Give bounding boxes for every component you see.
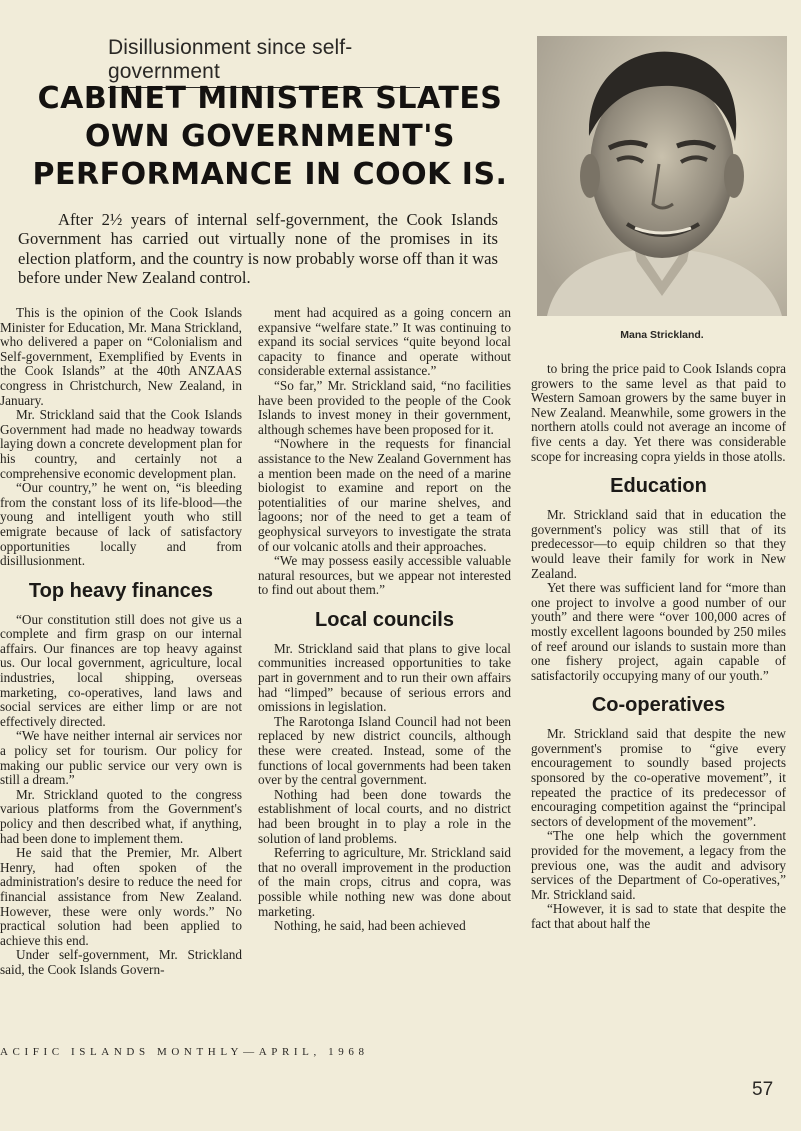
standfirst: [18, 210, 498, 288]
paragraph: ment had acquired as a going concern an expansive “welfare state.” It was continuing to expand its social services “quite beyond local capacity to finance and operate without considerable external assistance.”: [258, 306, 511, 379]
headline: [20, 80, 520, 194]
paragraph: Mr. Strickland quoted to the congress various platforms from the Government's policy and then described what, if anything, had been done to implement them.: [0, 786, 242, 846]
subheading-co-operatives: Co-operatives: [591, 694, 726, 717]
paragraph: Mr. Strickland said that plans to give local communities increased opportunities to take part in government and to run their own affairs had “limped” because of serious errors and omissions in legislation.: [258, 640, 511, 715]
paragraph: Yet there was sufficient land for “more than one project to involve a good number of our youth” and there were “over 100,000 acres of mostly excellent lagoons bounded by 250 miles of reef around our islands to sustain more than one fishery project, again capable of satisfactorily occupying many of our youth.”: [531, 580, 786, 683]
running-footer: ACIFIC ISLANDS MONTHLY—APRIL, 1968: [0, 1046, 369, 1058]
paragraph: Nothing, he said, had been achieved: [274, 918, 466, 934]
portrait-illustration: [537, 36, 787, 316]
paragraph: Mr. Strickland said that despite the new government's promise to “give every encouragement to soundly based projects sponsored by the co-operative movement”, it repeated the practice of its predecessor of encouraging competition against the “principal sectors of development of the movement”.: [531, 726, 786, 829]
paragraph: This is the opinion of the Cook Islands Minister for Education, Mr. Mana Strickland, who delivered a paper on “Colonialism and Self-government, Exemplified by Events in the Cook Islands” at the 40th ANZAAS congress in Christchurch, New Zealand, in January.: [0, 306, 242, 408]
paragraph: Under self-government, Mr. Strickland said, the Cook Islands Govern-: [0, 947, 242, 977]
portrait-photo: [537, 36, 787, 316]
article-column-3: [531, 362, 786, 1062]
paragraph: Mr. Strickland said that in education the government's policy was still that of its predecessor—to equip children so that they would leave their family for work in New Zealand.: [531, 507, 786, 581]
paragraph: Nothing had been done towards the establishment of local courts, and no district had been brought in to play a role in the solution of land problems.: [258, 786, 511, 846]
standfirst-text: After 2½ years of internal self-government, the Cook Islands Government has carried out virtually none of the promises in its election platform, and the country is now probably worse off than it was before under New Zealand control.: [18, 210, 498, 288]
paragraph: “We have neither internal air services nor a policy set for tourism. Our policy for making our public service our very own is still a dream.”: [0, 728, 242, 788]
subheading-top-heavy-finances: Top heavy finances: [28, 579, 214, 602]
paragraph: to bring the price paid to Cook Islands copra growers to the same level as that paid to Western Samoan growers by the same buyer in New Zealand. Meanwhile, some growers in the northern atolls could not average an income of five cents a day. Yet there was considerable scope for increasing copra yields in those atolls.: [531, 362, 786, 464]
paragraph: He said that the Premier, Mr. Albert Henry, had often spoken of the administration's desire to reduce the need for financial assistance from New Zealand. However, these were only words.” No practical solution had been applied to achieve this end.: [0, 845, 242, 948]
paragraph: “We may possess easily accessible valuable natural resources, but we appear not interested to find out about them.”: [258, 553, 511, 598]
headline-line-3: PERFORMANCE IN COOK IS.: [32, 157, 508, 192]
subheading-education: Education: [610, 475, 707, 498]
paragraph: “The one help which the government provided for the movement, a legacy from the previous one, was the audit and advisory services of the Department of Co-operatives,” Mr. Strickland said.: [531, 828, 786, 902]
paragraph: Mr. Strickland said that the Cook Islands Government had made no headway towards laying down a concrete development plan for his country, and certainly not a comprehensive economic development plan.: [0, 407, 242, 481]
photo-caption: Mana Strickland.: [620, 329, 704, 341]
headline-line-2: OWN GOVERNMENT'S: [84, 119, 456, 154]
paragraph: “However, it is sad to state that despite the fact that about half the: [531, 901, 786, 931]
paragraph: “So far,” Mr. Strickland said, “no facilities have been provided to the people of the Cook Islands to invest money in their government, although schemes have been proposed for it.: [258, 377, 511, 437]
kicker: Disillusionment since self-government: [108, 36, 420, 88]
paragraph: The Rarotonga Island Council had not been replaced by new district councils, although these were created. Instead, some of the functions of local governments had been taken over by the central government.: [258, 713, 511, 788]
headline-line-1: CABINET MINISTER SLATES: [37, 81, 503, 116]
paragraph: Referring to agriculture, Mr. Strickland said that no overall improvement in the production of the main crops, citrus and copra, was possible while nothing new was done about marketing.: [258, 845, 511, 919]
paragraph: “Our country,” he went on, “is bleeding from the constant loss of its life-blood—the young and intelligent youth who still emigrate because of lack of satisfactory opportunities locally and from disillusionment.: [0, 480, 242, 569]
subheading-local-councils: Local councils: [315, 608, 454, 631]
paragraph: “Our constitution still does not give us a complete and firm grasp on our internal affairs. Our finances are top heavy against us. Our local government, agriculture, local industries, local shipping, overseas marketing, co-operatives, land laws and social services are either limp or are not effectively directed.: [0, 611, 242, 729]
page-number: 57: [752, 1079, 774, 1100]
paragraph: “Nowhere in the requests for financial assistance to the New Zealand Government has a mention been made on the need of a marine biologist to examine and report on the potentialities of our marine shelves, and lagoons; nor of the need to get a team of geophysical surveyors to investigate the strata of our volcanic atolls and their approaches.: [258, 436, 511, 554]
article-column-2: [258, 306, 511, 1061]
article-column-1: [0, 306, 242, 1031]
